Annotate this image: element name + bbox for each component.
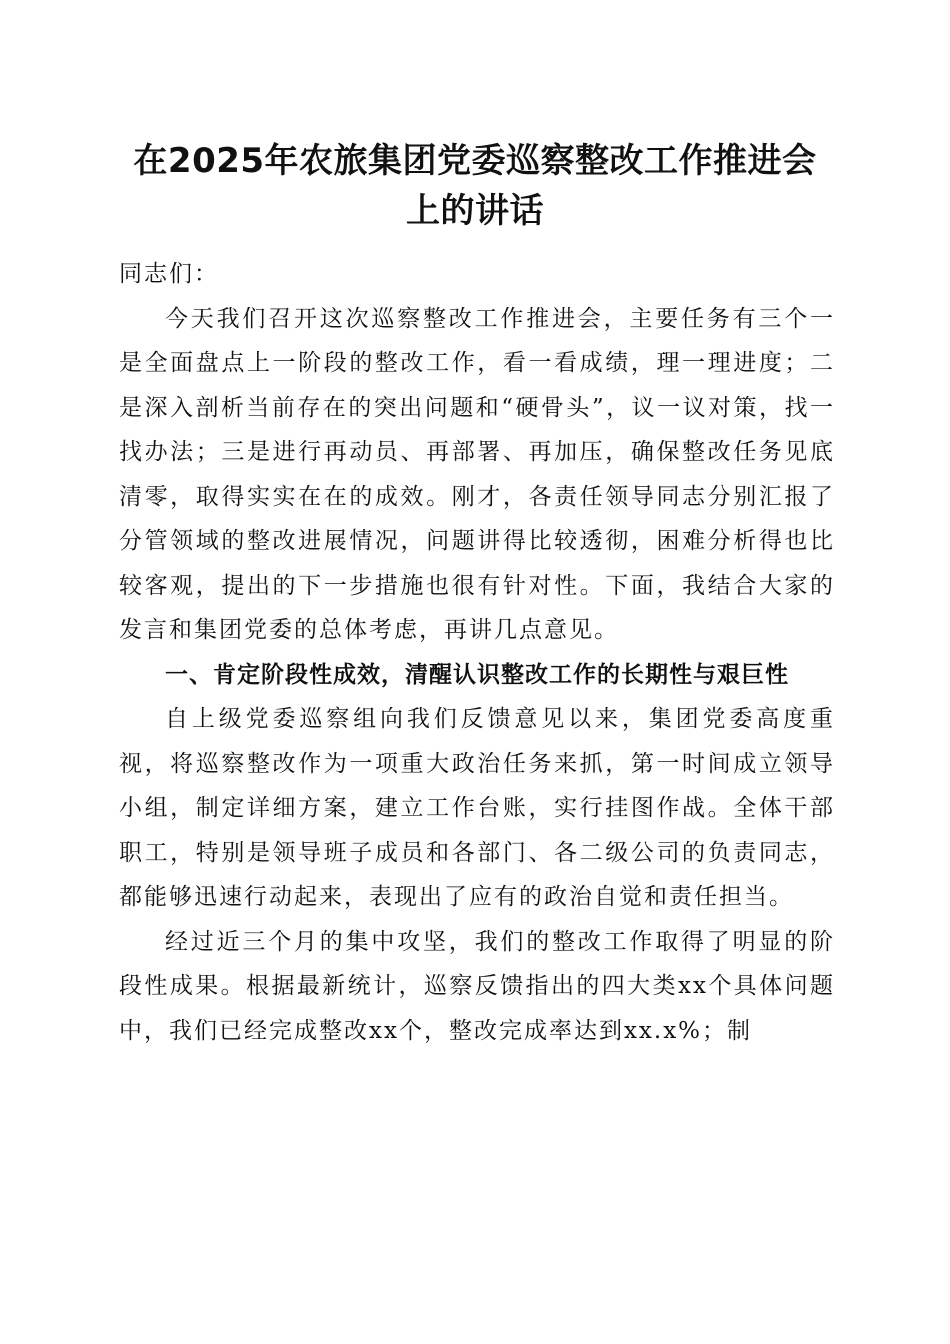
section-1-paragraph-1: 自上级党委巡察组向我们反馈意见以来，集团党委高度重视，将巡察整改作为一项重大政治任务来抓，第一时间成立领导小组，制定详细方案，建立工作台账，实行挂图作战。全体干部职工，特别是领导班子成员和各部门、各二级公司的负责同志，都能够迅速行动起来，表现出了应有的政治自觉和责任担当。 bbox=[119, 706, 835, 910]
intro-paragraph: 今天我们召开这次巡察整改工作推进会，主要任务有三个一是全面盘点上一阶段的整改工作，看一看成绩，理一理进度；二是深入剖析当前存在的突出问题和“硬骨头”，议一议对策，找一找办法；三是进行再动员、再部署、再加压，确保整改任务见底清零，取得实实在在的成效。刚才，各责任领导同志分别汇报了分管领域的整改进展情况，问题讲得比较透彻，困难分析得也比较客观，提出的下一步措施也很有针对性。下面，我结合大家的发言和集团党委的总体考虑，再讲几点意见。 bbox=[119, 305, 835, 643]
document-body bbox=[119, 252, 835, 1053]
title-line-1: 在2025年农旅集团党委巡察整改工作推进会 bbox=[133, 141, 817, 181]
section-1-heading: 一、肯定阶段性成效，清醒认识整改工作的长期性与艰巨性 bbox=[165, 661, 789, 688]
document-title bbox=[60, 136, 890, 236]
title-line-2: 上的讲话 bbox=[406, 191, 544, 231]
salutation: 同志们： bbox=[119, 261, 219, 287]
section-1-paragraph-2: 经过近三个月的集中攻坚，我们的整改工作取得了明显的阶段性成果。根据最新统计，巡察反馈指出的四大类xx个具体问题中，我们已经完成整改xx个，整改完成率达到xx.x%；制 bbox=[119, 928, 835, 1044]
